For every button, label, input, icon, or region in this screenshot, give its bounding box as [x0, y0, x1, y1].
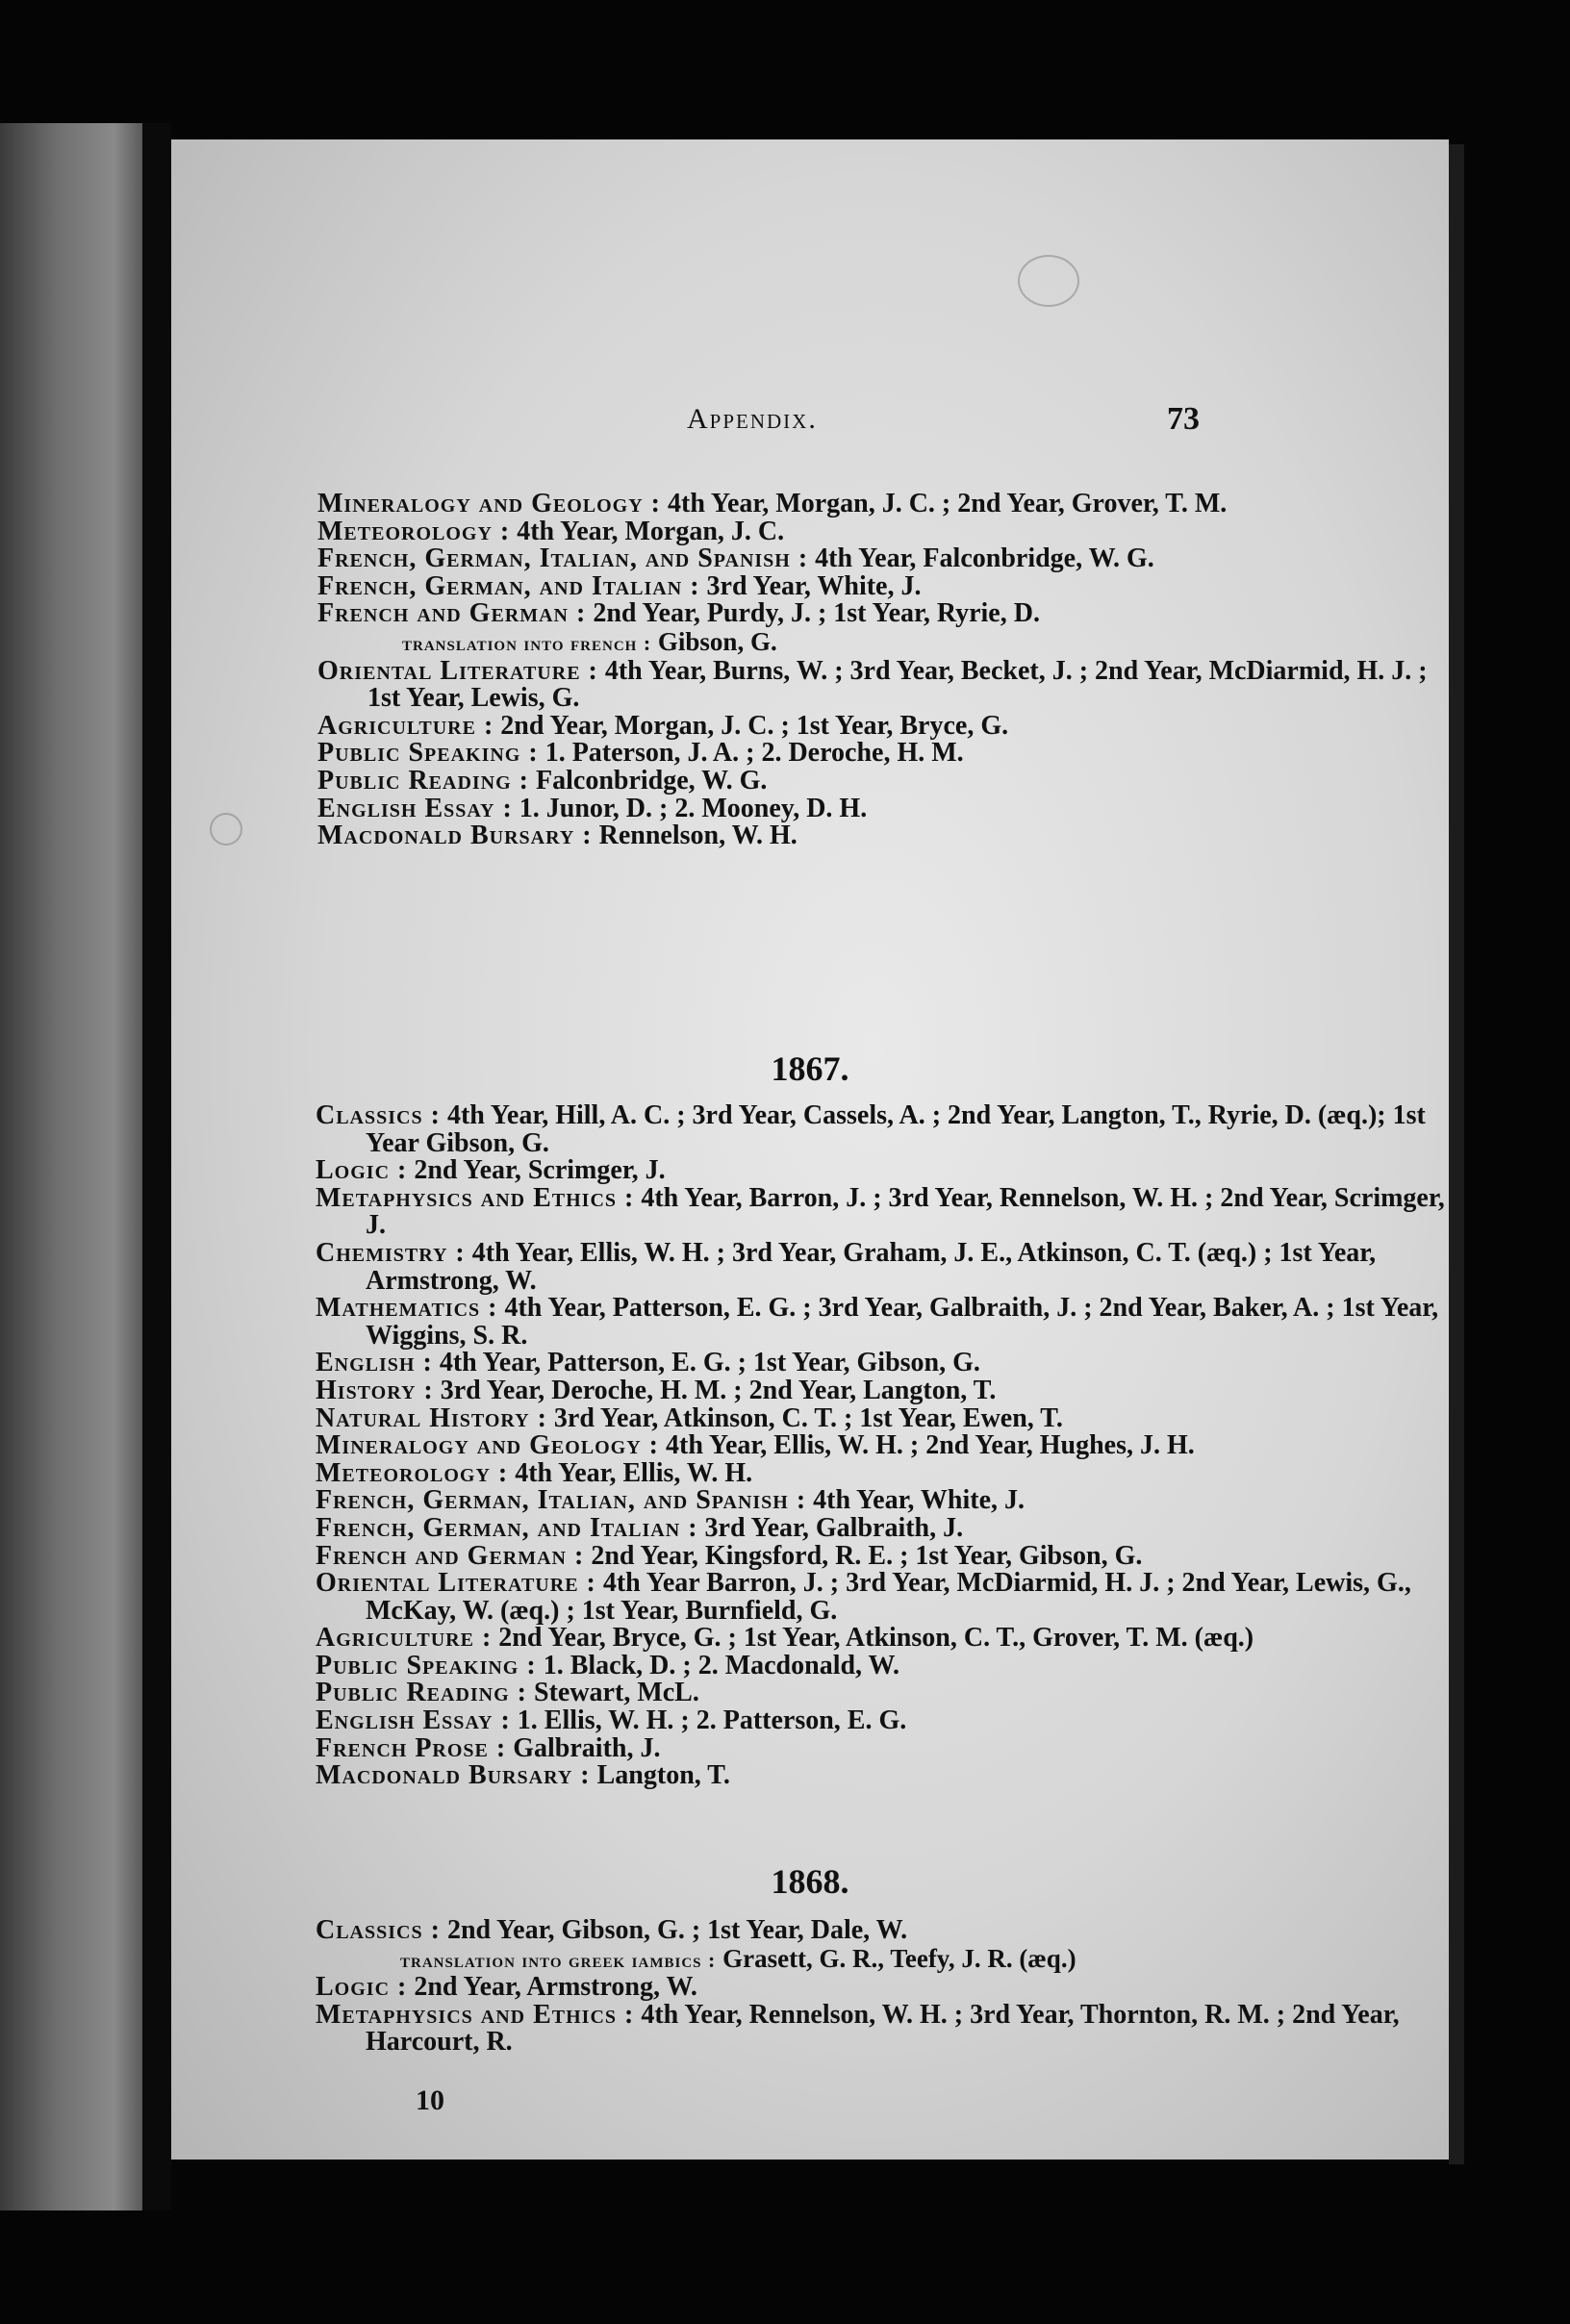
running-title: Appendix. [687, 403, 818, 435]
list-item: Public Speaking : 1. Paterson, J. A. ; 2. Deroche, H. M. [317, 738, 964, 769]
list-item: English Essay : 1. Ellis, W. H. ; 2. Patterson, E. G. [316, 1705, 907, 1736]
list-item: English Essay : 1. Junor, D. ; 2. Mooney, D. H. [317, 793, 868, 823]
list-sub-item: translation into french : Gibson, G. [402, 626, 777, 656]
year-heading: 1868. [771, 1862, 849, 1901]
list-item: Agriculture : 2nd Year, Morgan, J. C. ; 1st Year, Bryce, G. [317, 710, 1009, 741]
list-item: French, German, and Italian : 3rd Year, White, J. [317, 570, 922, 601]
running-head [171, 401, 1449, 440]
list-item: Chemistry : 4th Year, Ellis, W. H. ; 3rd Year, Graham, J. E., Atkinson, C. T. (æq.) ; 1st Year, Armstrong, W. [316, 1237, 1377, 1296]
list-item: Mineralogy and Geology : 4th Year, Ellis, W. H. ; 2nd Year, Hughes, J. H. [316, 1430, 1195, 1461]
list-item: Agriculture : 2nd Year, Bryce, G. ; 1st Year, Atkinson, C. T., Grover, T. M. (æq.) [316, 1623, 1254, 1654]
list-item: Meteorology : 4th Year, Morgan, J. C. [317, 516, 785, 546]
list-item: French, German, Italian, and Spanish : 4th Year, White, J. [316, 1485, 1026, 1516]
printer-signature-mark: 10 [416, 2084, 444, 2116]
book-gutter [142, 123, 171, 2210]
awards-list-1867 [316, 1102, 1451, 1790]
list-item: Metaphysics and Ethics : 4th Year, Barron, J. ; 3rd Year, Rennelson, W. H. ; 2nd Year, Scrimger, J. [316, 1182, 1445, 1241]
list-item: Public Reading : Stewart, McL. [316, 1678, 699, 1708]
year-heading: 1867. [771, 1049, 849, 1088]
list-item: Mineralogy and Geology : 4th Year, Morgan, J. C. ; 2nd Year, Grover, T. M. [317, 489, 1228, 518]
list-item: Classics : 2nd Year, Gibson, G. ; 1st Year, Dale, W. [316, 1915, 908, 1945]
list-item: Natural History : 3rd Year, Atkinson, C. T. ; 1st Year, Ewen, T. [316, 1402, 1063, 1433]
list-item: Metaphysics and Ethics : 4th Year, Rennelson, W. H. ; 3rd Year, Thornton, R. M. ; 2nd Year, Harcourt, R. [316, 1999, 1400, 2058]
list-item: Public Speaking : 1. Black, D. ; 2. Macdonald, W. [316, 1650, 899, 1680]
paper-stain [210, 813, 242, 846]
list-item: Public Reading : Falconbridge, W. G. [317, 765, 768, 796]
list-item: Oriental Literature : 4th Year, Burns, W. ; 3rd Year, Becket, J. ; 2nd Year, McDiarmid, H. J. ; 1st Year, Lewis, G. [317, 655, 1428, 714]
list-item: History : 3rd Year, Deroche, H. M. ; 2nd Year, Langton, T. [316, 1375, 997, 1405]
paper-stain [1018, 255, 1079, 307]
facing-page-edge [0, 123, 142, 2210]
scanned-page [171, 139, 1449, 2160]
list-item: Logic : 2nd Year, Armstrong, W. [316, 1972, 697, 2003]
list-sub-item: translation into greek iambics : Grasett, G. R., Teefy, J. R. (æq.) [400, 1943, 1076, 1973]
list-item: Mathematics : 4th Year, Patterson, E. G. ; 3rd Year, Galbraith, J. ; 2nd Year, Baker, A. ; 1st Year, Wiggins, S. R. [316, 1293, 1439, 1351]
list-item: English : 4th Year, Patterson, E. G. ; 1st Year, Gibson, G. [316, 1348, 980, 1378]
list-item: French Prose : Galbraith, J. [316, 1732, 661, 1763]
list-item: French and German : 2nd Year, Kingsford, R. E. ; 1st Year, Gibson, G. [316, 1540, 1143, 1571]
list-item: Logic : 2nd Year, Scrimger, J. [316, 1155, 666, 1186]
page-number: 73 [1167, 401, 1200, 437]
list-item: Macdonald Bursary : Langton, T. [316, 1760, 730, 1791]
list-item: Oriental Literature : 4th Year Barron, J. ; 3rd Year, McDiarmid, H. J. ; 2nd Year, Lewis, G., McKay, W. (æq.) ; 1st Year, Burnfield, G. [316, 1568, 1411, 1626]
awards-list-1868 [316, 1917, 1451, 2057]
page-edge-shadow [1449, 144, 1464, 2164]
list-item: French and German : 2nd Year, Purdy, J. ; 1st Year, Ryrie, D. [317, 598, 1040, 629]
awards-list-continued [317, 491, 1453, 850]
list-item: Macdonald Bursary : Rennelson, W. H. [317, 821, 798, 851]
list-item: Meteorology : 4th Year, Ellis, W. H. [316, 1457, 753, 1488]
list-item: French, German, and Italian : 3rd Year, Galbraith, J. [316, 1512, 964, 1543]
list-item: Classics : 4th Year, Hill, A. C. ; 3rd Year, Cassels, A. ; 2nd Year, Langton, T., Ryrie, D. (æq.); 1st Year Gibson, G. [316, 1100, 1426, 1158]
list-item: French, German, Italian, and Spanish : 4th Year, Falconbridge, W. G. [317, 543, 1154, 574]
